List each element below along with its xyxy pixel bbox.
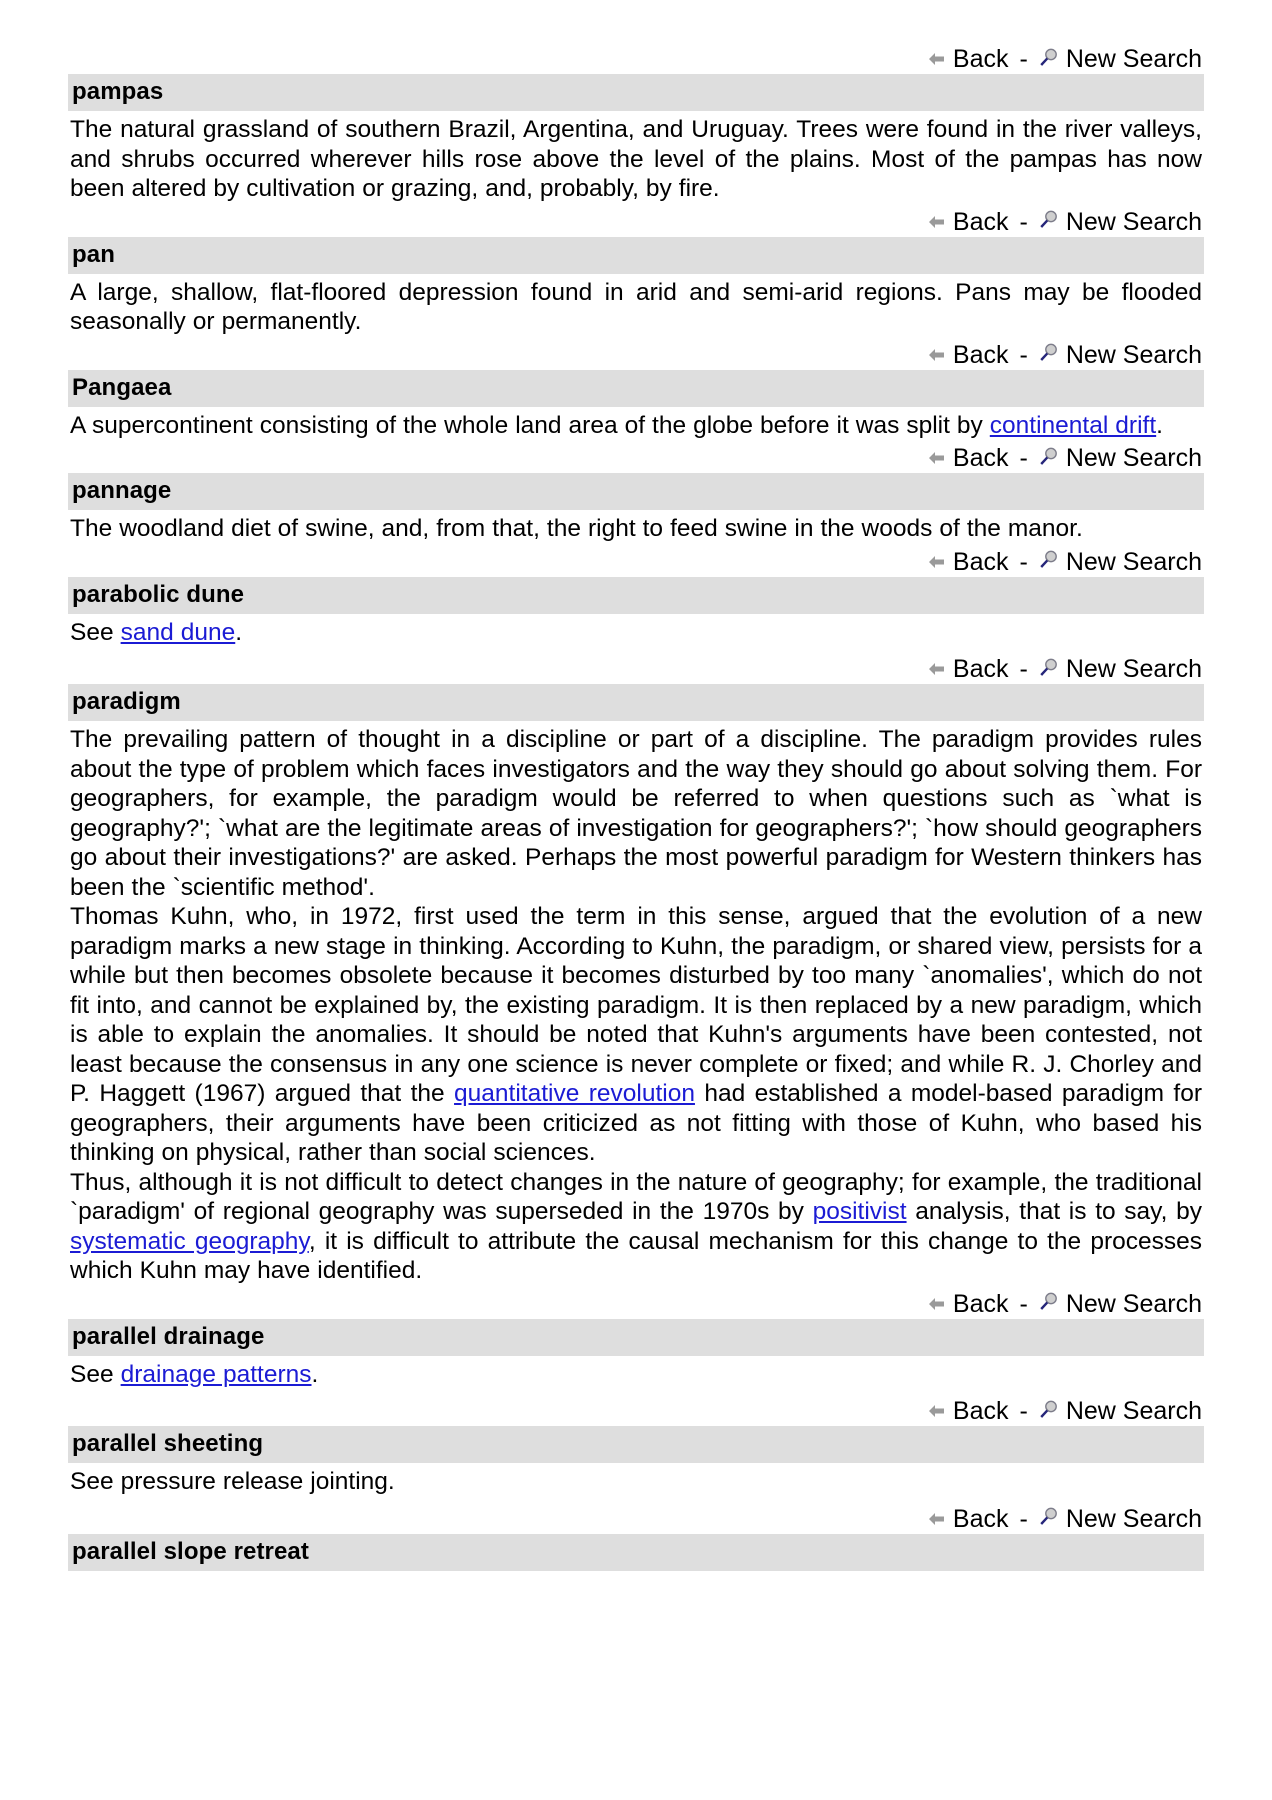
definition-text: See	[70, 1360, 121, 1388]
new-search-link[interactable]	[1039, 1504, 1202, 1534]
nav-row	[68, 443, 1204, 473]
arrow-left-icon	[928, 52, 945, 66]
back-link[interactable]	[928, 547, 1009, 577]
xref-positivist[interactable]: positivist	[812, 1198, 907, 1225]
nav-separator: -	[1019, 444, 1028, 472]
definition-text: had established a model-based paradigm for geographers, their arguments have been criticized as not fitting with those of Kuhn, who based his thinking on physical, rather than social sciences.	[70, 1080, 1202, 1166]
new-search-label: New Search	[1065, 1397, 1202, 1425]
nav-row	[68, 654, 1204, 684]
new-search-label: New Search	[1065, 655, 1202, 683]
nav-separator: -	[1019, 1397, 1028, 1425]
back-link[interactable]	[928, 1289, 1009, 1319]
back-label: Back	[952, 655, 1009, 683]
back-label: Back	[952, 1289, 1009, 1318]
xref-continental-drift[interactable]: continental drift	[989, 411, 1157, 439]
back-link[interactable]	[928, 1504, 1009, 1534]
nav-separator: -	[1019, 655, 1028, 683]
magnifier-icon	[1039, 447, 1058, 466]
term-header-parallel-drainage: parallel drainage	[68, 1319, 1204, 1356]
definition-text: .	[1156, 411, 1163, 439]
arrow-left-icon	[928, 1512, 945, 1526]
definition-paradigm-p2	[68, 902, 1204, 1168]
new-search-link[interactable]	[1039, 654, 1202, 684]
back-label: Back	[952, 547, 1009, 576]
magnifier-icon	[1039, 343, 1058, 362]
magnifier-icon	[1039, 48, 1058, 67]
nav-row	[68, 547, 1204, 577]
term-header-parallel-sheeting: parallel sheeting	[68, 1426, 1204, 1463]
new-search-label: New Search	[1065, 207, 1202, 236]
term-header-parabolic-dune: parabolic dune	[68, 577, 1204, 614]
new-search-link[interactable]	[1039, 1396, 1202, 1426]
definition-pan: A large, shallow, flat-floored depression found in arid and semi-arid regions. Pans may be flooded seasonally or permanently.	[70, 278, 1202, 335]
definition-text: A supercontinent consisting of the whole land area of the globe before it was split by	[70, 411, 990, 439]
arrow-left-icon	[928, 215, 945, 229]
xref-sand-dune[interactable]: sand dune	[120, 618, 236, 646]
nav-separator: -	[1019, 340, 1028, 369]
back-link[interactable]	[928, 654, 1009, 684]
nav-row	[68, 1504, 1204, 1534]
new-search-link[interactable]	[1039, 1289, 1202, 1319]
definition-text: .	[235, 618, 243, 646]
term-header-pan: pan	[68, 237, 1204, 274]
nav-row	[68, 207, 1204, 237]
definition-text: .	[311, 1360, 319, 1388]
back-link[interactable]	[928, 207, 1009, 237]
arrow-left-icon	[928, 555, 945, 569]
term-header-paradigm: paradigm	[68, 684, 1204, 721]
new-search-label: New Search	[1065, 444, 1202, 472]
new-search-link[interactable]	[1039, 340, 1202, 370]
back-label: Back	[952, 1504, 1009, 1533]
arrow-left-icon	[928, 662, 945, 676]
magnifier-icon	[1039, 658, 1058, 677]
nav-row	[68, 340, 1204, 370]
back-label: Back	[952, 444, 1009, 472]
glossary-content	[68, 44, 1204, 1571]
arrow-left-icon	[928, 348, 945, 362]
magnifier-icon	[1039, 550, 1058, 569]
definition-paradigm-p3	[68, 1168, 1204, 1286]
definition-parallel-sheeting: See pressure release jointing.	[70, 1468, 395, 1495]
definition-text: analysis, that is to say, by	[906, 1198, 1202, 1225]
nav-row	[68, 1396, 1204, 1426]
magnifier-icon	[1039, 1400, 1058, 1419]
term-header-pannage: pannage	[68, 473, 1204, 510]
nav-separator: -	[1019, 207, 1028, 236]
nav-separator: -	[1019, 1289, 1028, 1318]
back-link[interactable]	[928, 443, 1009, 473]
definition-pampas: The natural grassland of southern Brazil, Argentina, and Uruguay. Trees were found in the river valleys, and shrubs occurred wherever hills rose above the level of the plains. Most of the pampas has now been altered by cultivation or grazing, and, probably, by fire.	[70, 116, 1202, 202]
nav-row	[68, 1289, 1204, 1319]
definition-paradigm-p1: The prevailing pattern of thought in a discipline or part of a discipline. The paradigm provides rules about the type of problem which faces investigators and the way they should go about solving them. For geographers, for example, the paradigm would be referred to when questions such as `what is geography?'; `what are the legitimate areas of investigation for geographers?'; `how should geographers go about their investigations?' are asked. Perhaps the most powerful paradigm for Western thinkers has been the `scientific method'.	[70, 726, 1202, 901]
term-header-parallel-slope-retreat: parallel slope retreat	[68, 1534, 1204, 1571]
xref-systematic-geography[interactable]: systematic geography	[70, 1227, 309, 1255]
back-label: Back	[952, 45, 1009, 73]
magnifier-icon	[1039, 210, 1058, 229]
arrow-left-icon	[928, 451, 945, 465]
new-search-label: New Search	[1065, 547, 1202, 576]
nav-separator: -	[1019, 45, 1028, 73]
arrow-left-icon	[928, 1297, 945, 1311]
nav-row	[68, 44, 1204, 74]
arrow-left-icon	[928, 1404, 945, 1418]
definition-text: See	[70, 618, 121, 646]
definition-parallel-drainage	[68, 1360, 1204, 1390]
definition-pangaea	[68, 411, 1204, 441]
definition-text: Thus, although it is not difficult to detect changes in the nature of geography; for example, the traditional `paradigm' of regional geography was superseded in the 1970s by	[70, 1168, 1202, 1225]
nav-separator: -	[1019, 547, 1028, 576]
new-search-label: New Search	[1065, 1504, 1202, 1533]
xref-drainage-patterns[interactable]: drainage patterns	[120, 1360, 312, 1388]
definition-pannage: The woodland diet of swine, and, from that, the right to feed swine in the woods of the manor.	[70, 515, 1083, 542]
nav-separator: -	[1019, 1504, 1028, 1533]
definition-parabolic-dune	[68, 618, 1204, 648]
xref-quantitative-revolution[interactable]: quantitative revolution	[454, 1080, 695, 1107]
new-search-link[interactable]	[1039, 44, 1202, 74]
back-label: Back	[952, 207, 1009, 236]
magnifier-icon	[1039, 1507, 1058, 1526]
new-search-label: New Search	[1065, 45, 1202, 73]
definition-text: Thomas Kuhn, who, in 1972, first used the term in this sense, argued that the evolution of a new paradigm marks a new stage in thinking. According to Kuhn, the paradigm, or shared view, persists for a while but then becomes obsolete because it becomes disturbed by too many `anomalies', which do not fit into, and cannot be explained by, the existing paradigm. It is then replaced by a new paradigm, which is able to explain the anomalies. It should be noted that Kuhn's arguments have been contested, not least because the consensus in any one science is never complete or fixed; and while R. J. Chorley and P. Haggett (1967) argued that the	[70, 903, 1202, 1107]
back-link[interactable]	[928, 340, 1009, 370]
new-search-link[interactable]	[1039, 547, 1202, 577]
new-search-link[interactable]	[1039, 207, 1202, 237]
term-header-pampas: pampas	[68, 74, 1204, 111]
new-search-link[interactable]	[1039, 443, 1202, 473]
term-header-pangaea: Pangaea	[68, 370, 1204, 407]
new-search-label: New Search	[1065, 340, 1202, 369]
magnifier-icon	[1039, 1292, 1058, 1311]
new-search-label: New Search	[1065, 1289, 1202, 1318]
back-label: Back	[952, 340, 1009, 369]
back-link[interactable]	[928, 1396, 1009, 1426]
back-label: Back	[952, 1397, 1009, 1425]
back-link[interactable]	[928, 44, 1009, 74]
definition-text: , it is difficult to attribute the causal mechanism for this change to the processes which Kuhn may have identified.	[70, 1227, 1202, 1284]
